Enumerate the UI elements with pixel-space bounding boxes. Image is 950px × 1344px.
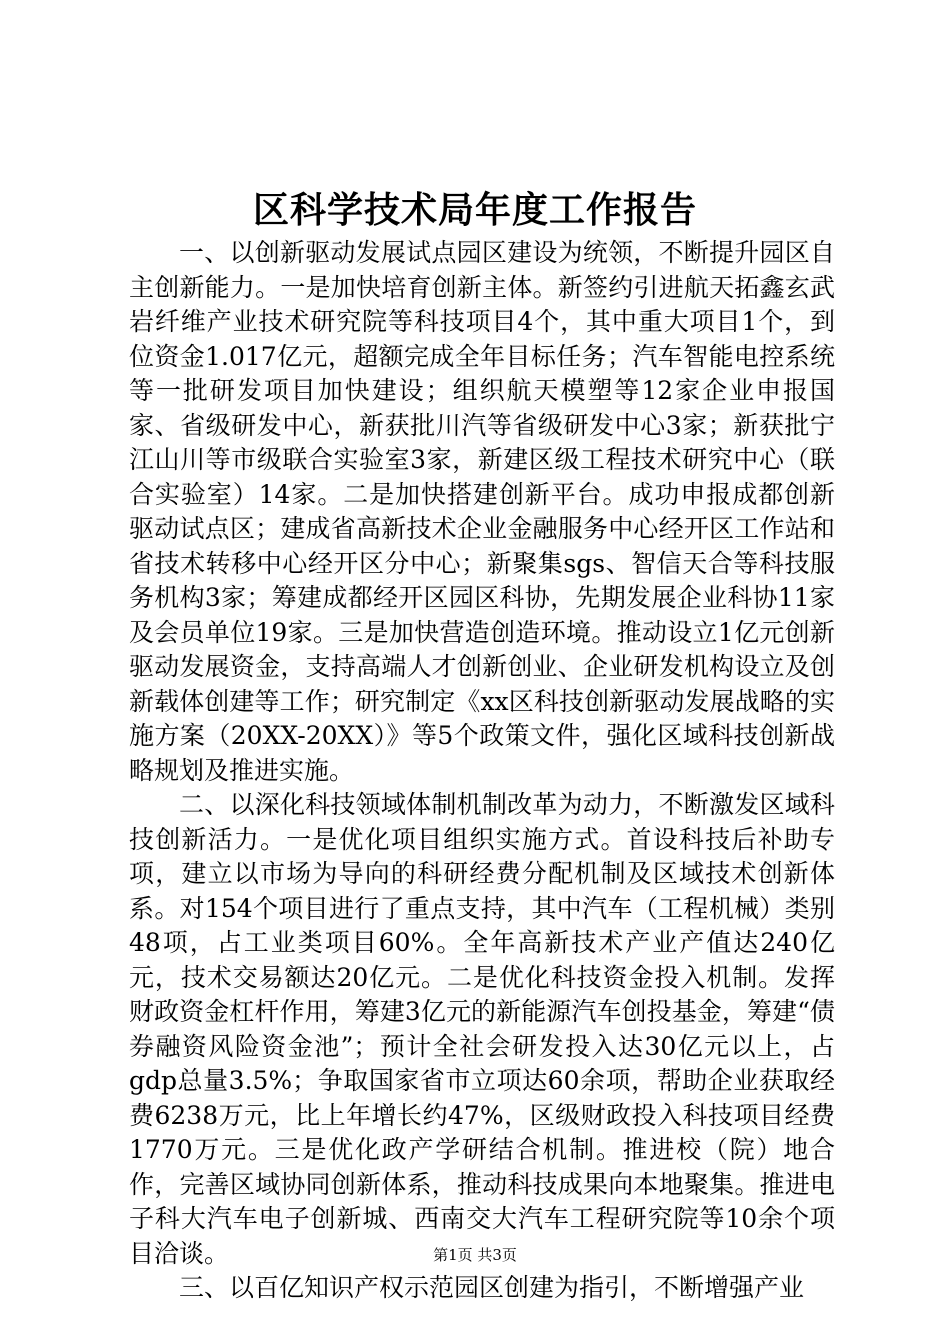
paragraph-1: 一、以创新驱动发展试点园区建设为统领，不断提升园区自主创新能力。一是加快培育创新主体。新签约引进航天拓鑫玄武岩纤维产业技术研究院等科技项目4个，其中重大项目1个，到位资金1.017亿元，超额完成全年目标任务；汽车智能电控系统等一批研发项目加快建设；组织航天模塑等12家企业申报国家、省级研发中心，新获批川汽等省级研发中心3家；新获批宁江山川等市级联合实验室3家，新建区级工程技术研究中心（联合实验室）14家。二是加快搭建创新平台。成功申报成都创新驱动试点区；建成省高新技术企业金融服务中心经开区工作站和省技术转移中心经开区分中心；新聚集sgs、智信天合等科技服务机构3家；筹建成都经开区园区科协，先期发展企业科协11家及会员单位19家。三是加快营造创造环境。推动设立1亿元创新驱动发展资金，支持高端人才创新创业、企业研发机构设立及创新载体创建等工作；研究制定《xx区科技创新驱动发展战略的实施方案（20XX-20XX）》等5个政策文件，强化区域科技创新战略规划及推进实施。	[129, 238, 835, 785]
page-number-footer: 第1页 共3页	[433, 1246, 517, 1264]
paragraph-3: 三、以百亿知识产权示范园区创建为指引，不断增强产业	[179, 1273, 805, 1302]
document-title: 区科学技术局年度工作报告	[252, 189, 697, 231]
paragraph-2: 二、以深化科技领域体制机制改革为动力，不断激发区域科技创新活力。一是优化项目组织实施方式。首设科技后补助专项，建立以市场为导向的科研经费分配机制及区域技术创新体系。对154个项目进行了重点支持，其中汽车（工程机械）类别48项，占工业类项目60%。全年高新技术产业产值达240亿元，技术交易额达20亿元。二是优化科技资金投入机制。发挥财政资金杠杆作用，筹建3亿元的新能源汽车创投基金，筹建“债券融资风险资金池”；预计全社会研发投入达30亿元以上，占gdp总量3.5%；争取国家省市立项达60余项，帮助企业获取经费6238万元，比上年增长约47%，区级财政投入科技项目经费1770万元。三是优化政产学研结合机制。推进校（院）地合作，完善区域协同创新体系，推动科技成果向本地聚集。推进电子科大汽车电子创新城、西南交大汽车工程研究院等10余个项目洽谈。	[129, 790, 835, 1268]
document-body	[129, 236, 835, 1306]
